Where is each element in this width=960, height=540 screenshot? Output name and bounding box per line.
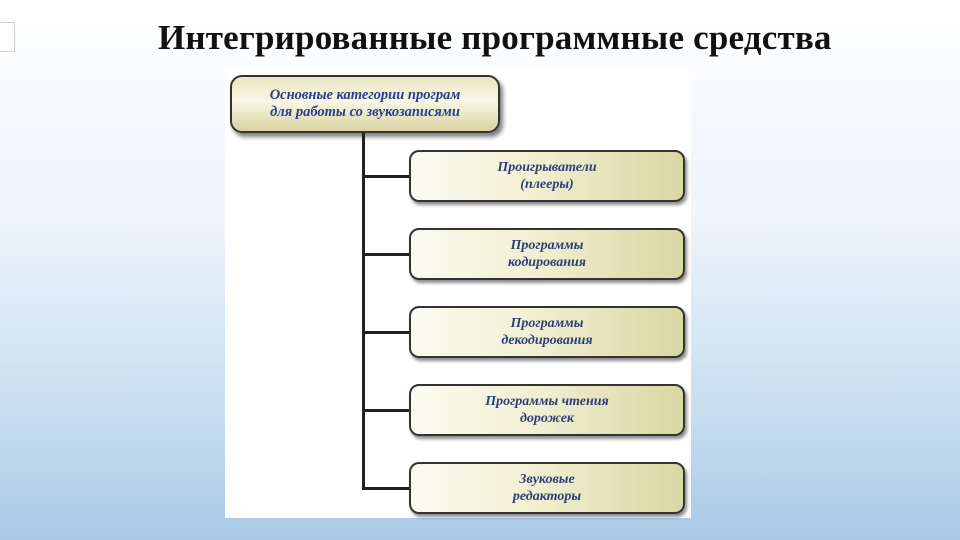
connector-spine	[362, 133, 365, 490]
category-label-line2: кодирования	[507, 255, 587, 270]
connector-branch	[362, 409, 410, 412]
connector-branch	[362, 253, 410, 256]
category-label-line1: Программы	[510, 238, 584, 253]
category-label-line2: (плееры)	[520, 177, 574, 192]
category-box-decoding	[409, 306, 685, 358]
connector-branch	[362, 487, 410, 490]
root-label-line1: Основные категории програм	[269, 87, 461, 103]
category-label-line1: Программы	[510, 316, 584, 331]
slide-title: Интегрированные программные средства	[158, 18, 832, 57]
slide-corner-tab	[0, 22, 15, 52]
category-label-line2: дорожек	[519, 411, 575, 426]
category-label-line2: декодирования	[501, 333, 593, 348]
category-box-encoding	[409, 228, 685, 280]
category-label-line1: Программы чтения	[485, 394, 609, 409]
root-category-box	[230, 75, 500, 133]
root-label-line2: для работы со звукозаписями	[270, 104, 460, 120]
category-label-line1: Проигрыватели	[497, 160, 597, 175]
category-label-line2: редакторы	[512, 489, 582, 504]
connector-branch	[362, 331, 410, 334]
category-box-sound-editors	[409, 462, 685, 514]
diagram-panel	[225, 70, 691, 518]
category-label-line1: Звуковые	[519, 472, 575, 487]
category-box-track-readers	[409, 384, 685, 436]
connector-branch	[362, 175, 410, 178]
category-box-players	[409, 150, 685, 202]
